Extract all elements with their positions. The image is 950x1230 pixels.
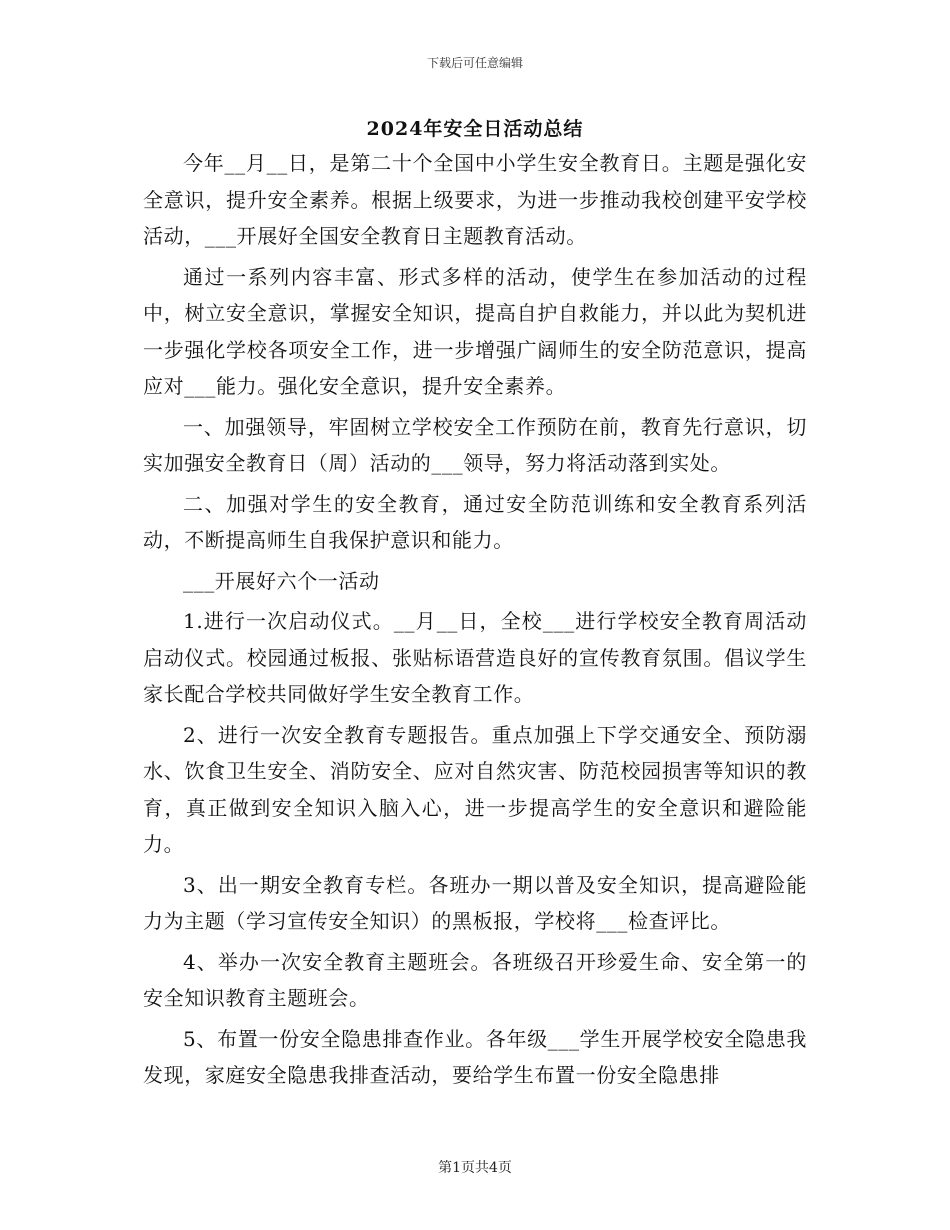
paragraph-item-5: 5、布置一份安全隐患排查作业。各年级___学生开展学校安全隐患我发现，家庭安全隐患我排查活动，要给学生布置一份安全隐患排: [143, 1026, 807, 1087]
paragraph-item-1: 1.进行一次启动仪式。__月__日，全校___进行学校安全教育周活动启动仪式。校园通过板报、张贴标语营造良好的宣传教育氛围。倡议学生家长配合学校共同做好学生安全教育工作。: [143, 609, 807, 706]
document-title: 2024年安全日活动总结: [366, 118, 584, 140]
paragraph-leadership: 一、加强领导，牢固树立学校安全工作预防在前，教育先行意识，切实加强安全教育日（周）活动的___领导，努力将活动落到实处。: [143, 414, 807, 475]
page-number: 第1页共4页: [438, 1160, 512, 1176]
paragraph-item-3: 3、出一期安全教育专栏。各班办一期以普及安全知识，提高避险能力为主题（学习宣传安全知识）的黑板报，学校将___检查评比。: [143, 872, 807, 933]
download-edit-note: 下载后可任意编辑: [426, 56, 523, 70]
paragraph-item-2: 2、进行一次安全教育专题报告。重点加强上下学交通安全、预防溺水、饮食卫生安全、消防安全、应对自然灾害、防范校园损害等知识的教育，真正做到安全知识入脑入心，进一步提高学生的安全意识和避险能力。: [143, 722, 807, 856]
document-body: [143, 145, 807, 1098]
paragraph-item-4: 4、举办一次安全教育主题班会。各班级召开珍爱生命、安全第一的安全知识教育主题班会。: [143, 949, 807, 1010]
paragraph-purpose: 通过一系列内容丰富、形式多样的活动，使学生在参加活动的过程中，树立安全意识，掌握安全知识，提高自护自救能力，并以此为契机进一步强化学校各项安全工作，进一步增强广阔师生的安全防范意识，提高应对___能力。强化安全意识，提升安全素养。: [143, 264, 807, 398]
paragraph-education: 二、加强对学生的安全教育，通过安全防范训练和安全教育系列活动，不断提高师生自我保护意识和能力。: [143, 491, 807, 552]
paragraph-six-activities: ___开展好六个一活动: [183, 568, 380, 593]
paragraph-intro: 今年__月__日，是第二十个全国中小学生安全教育日。主题是强化安全意识，提升安全素养。根据上级要求，为进一步推动我校创建平安学校活动，___开展好全国安全教育日主题教育活动。: [143, 151, 807, 248]
